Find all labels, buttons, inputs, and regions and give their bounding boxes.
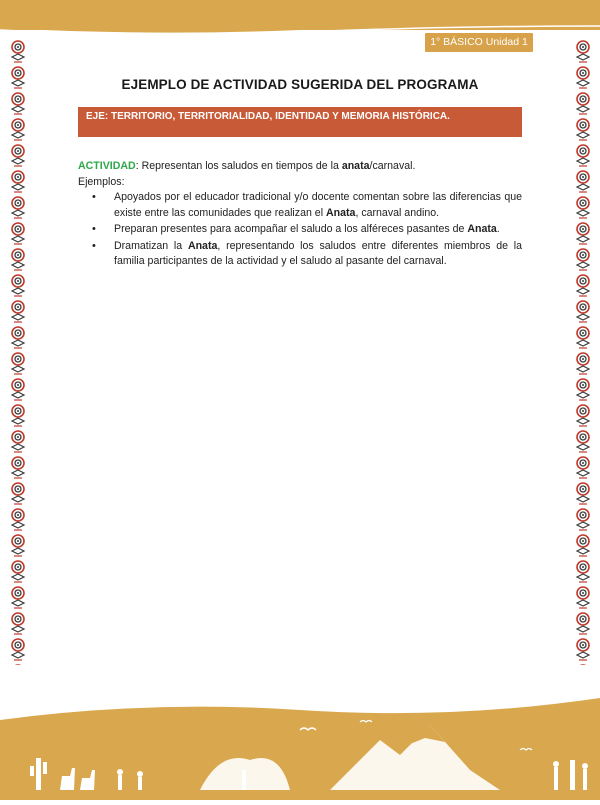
unit-badge: 1° BÁSICO Unidad 1 <box>425 33 533 52</box>
bullet-icon: • <box>92 191 96 203</box>
list-item: • Apoyados por el educador tradicional y/o docente comentan sobre las diferencias que existe entre las comunidades que realizan el Anata, carnaval andino. <box>92 191 522 219</box>
top-decorative-band <box>0 0 600 30</box>
eje-heading: EJE: TERRITORIO, TERRITORIALIDAD, IDENTIDAD Y MEMORIA HISTÓRICA. <box>78 107 522 137</box>
right-pattern-border-icon <box>573 40 593 665</box>
activity-text-after: /carnaval. <box>369 160 416 172</box>
examples-label: Ejemplos: <box>78 175 125 188</box>
footer-landscape-icon <box>0 680 600 800</box>
list-item: • Preparan presentes para acompañar el saludo a los alféreces pasantes de Anata. <box>78 222 522 238</box>
examples-list <box>78 190 522 270</box>
activity-line <box>78 159 522 175</box>
left-pattern-border-icon <box>8 40 28 665</box>
activity-bold-word: anata <box>341 160 370 172</box>
bullet-icon: • <box>92 239 96 252</box>
activity-text-before: Representan los saludos en tiempos de la <box>138 160 342 172</box>
list-item: • Dramatizan la Anata, representando los saludos entre diferentes miembros de la familia participantes de la actividad y el saludo al pasante del carnaval. <box>92 239 522 267</box>
activity-content <box>78 159 522 271</box>
activity-colon: : <box>135 160 139 172</box>
page-title: EJEMPLO DE ACTIVIDAD SUGERIDA DEL PROGRAMA <box>121 77 479 92</box>
activity-label: ACTIVIDAD <box>78 160 136 172</box>
bullet-icon: • <box>92 223 96 235</box>
